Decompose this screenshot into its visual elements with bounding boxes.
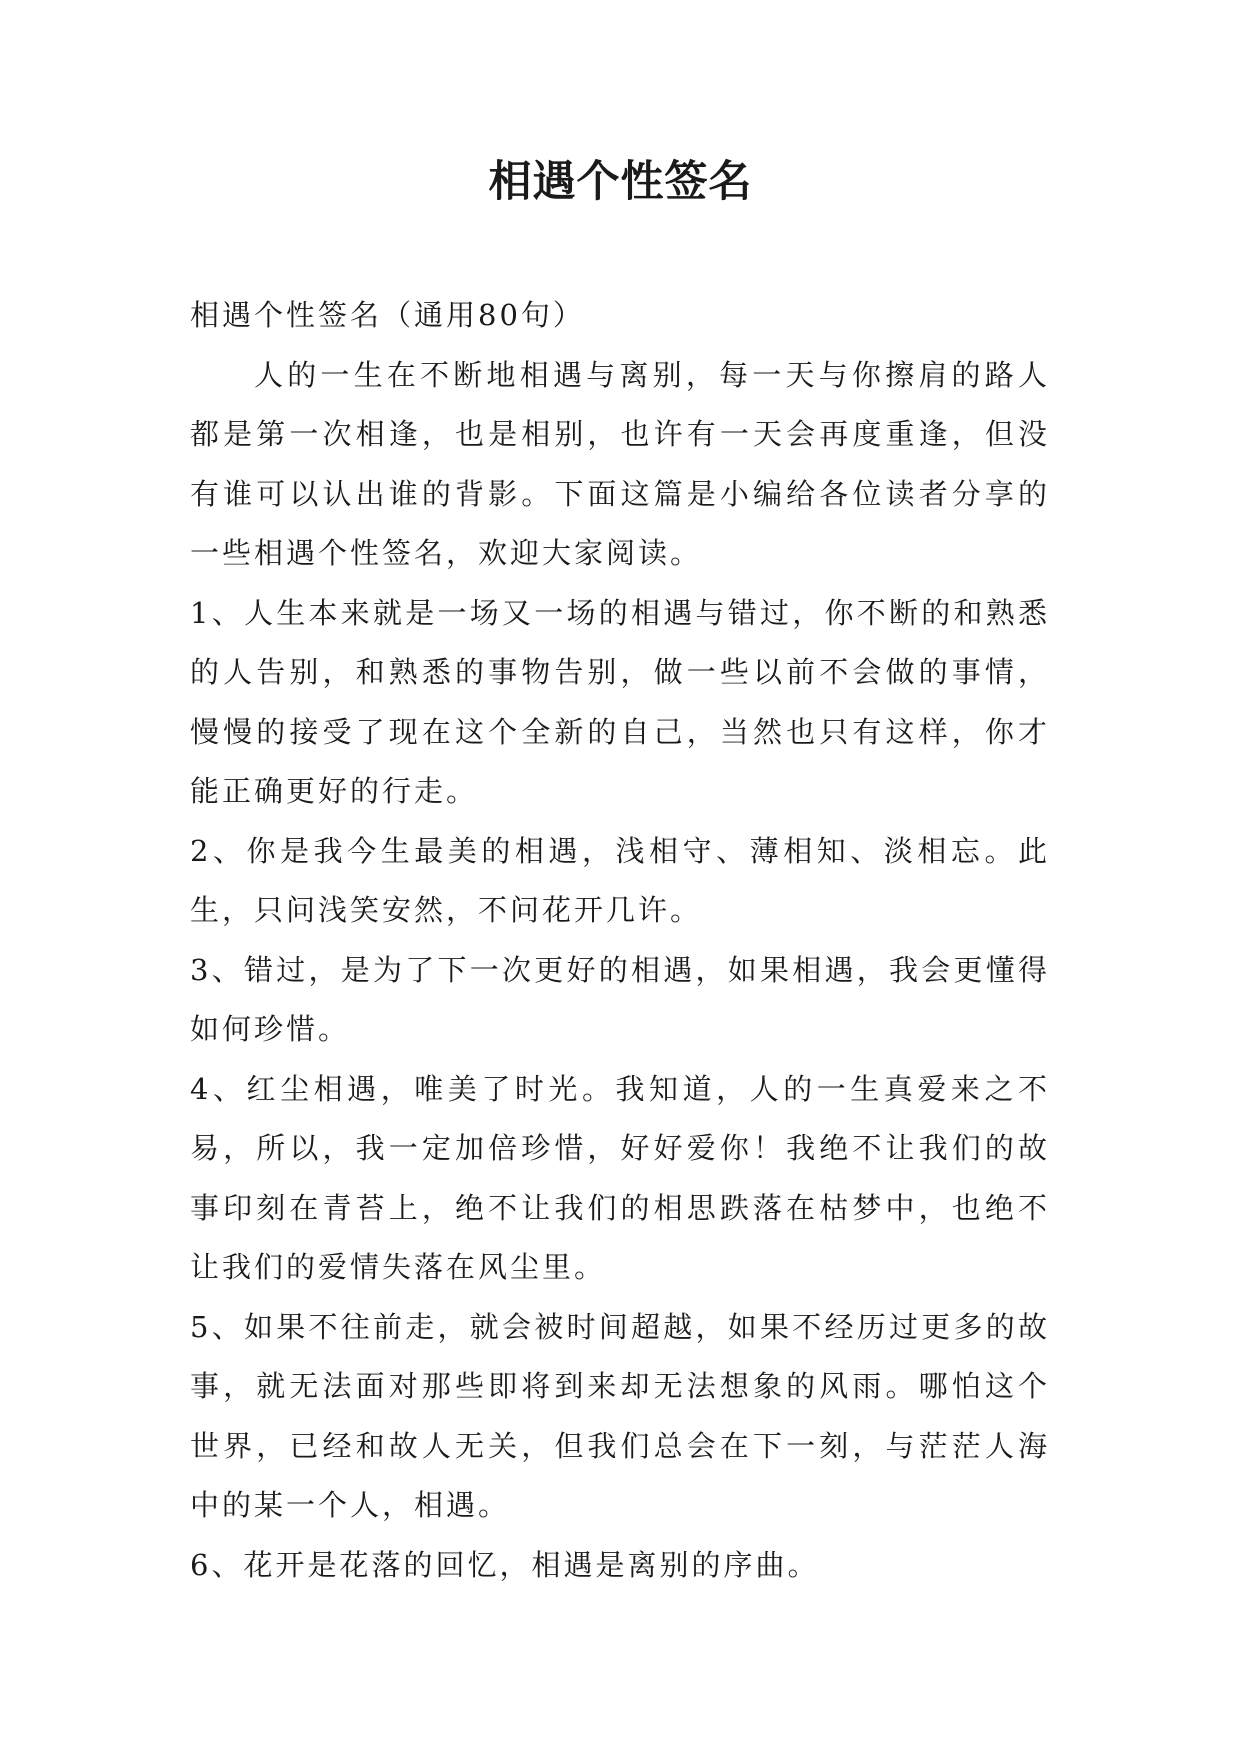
subtitle: 相遇个性签名（通用80句） — [190, 298, 585, 332]
list-item: 1、人生本来就是一场又一场的相遇与错过，你不断的和熟悉的人告别，和熟悉的事物告别，做一些以前不会做的事情，慢慢的接受了现在这个全新的自己，当然也只有这样，你才能正确更好的行走。 — [190, 595, 1050, 808]
list-item: 3、错过，是为了下一次更好的相遇，如果相遇，我会更懂得如何珍惜。 — [190, 952, 1050, 1046]
list-item: 2、你是我今生最美的相遇，浅相守、薄相知、淡相忘。此生，只问浅笑安然，不问花开几许。 — [190, 833, 1050, 927]
list-item: 5、如果不往前走，就会被时间超越，如果不经历过更多的故事，就无法面对那些即将到来却无法想象的风雨。哪怕这个世界，已经和故人无关，但我们总会在下一刻，与茫茫人海中的某一个人，相遇。 — [190, 1309, 1050, 1522]
list-item: 4、红尘相遇，唯美了时光。我知道，人的一生真爱来之不易，所以，我一定加倍珍惜，好好爱你！我绝不让我们的故事印刻在青苔上，绝不让我们的相思跌落在枯梦中，也绝不让我们的爱情失落在风尘里。 — [190, 1071, 1050, 1284]
document-body — [190, 286, 1050, 1595]
list-item: 6、花开是花落的回忆，相遇是离别的序曲。 — [190, 1547, 820, 1582]
page-title: 相遇个性签名 — [488, 157, 753, 207]
intro-paragraph: 人的一生在不断地相遇与离别，每一天与你擦肩的路人都是第一次相逢，也是相别，也许有一天会再度重逢，但没有谁可以认出谁的背影。下面这篇是小编给各位读者分享的一些相遇个性签名，欢迎大家阅读。 — [190, 357, 1050, 570]
